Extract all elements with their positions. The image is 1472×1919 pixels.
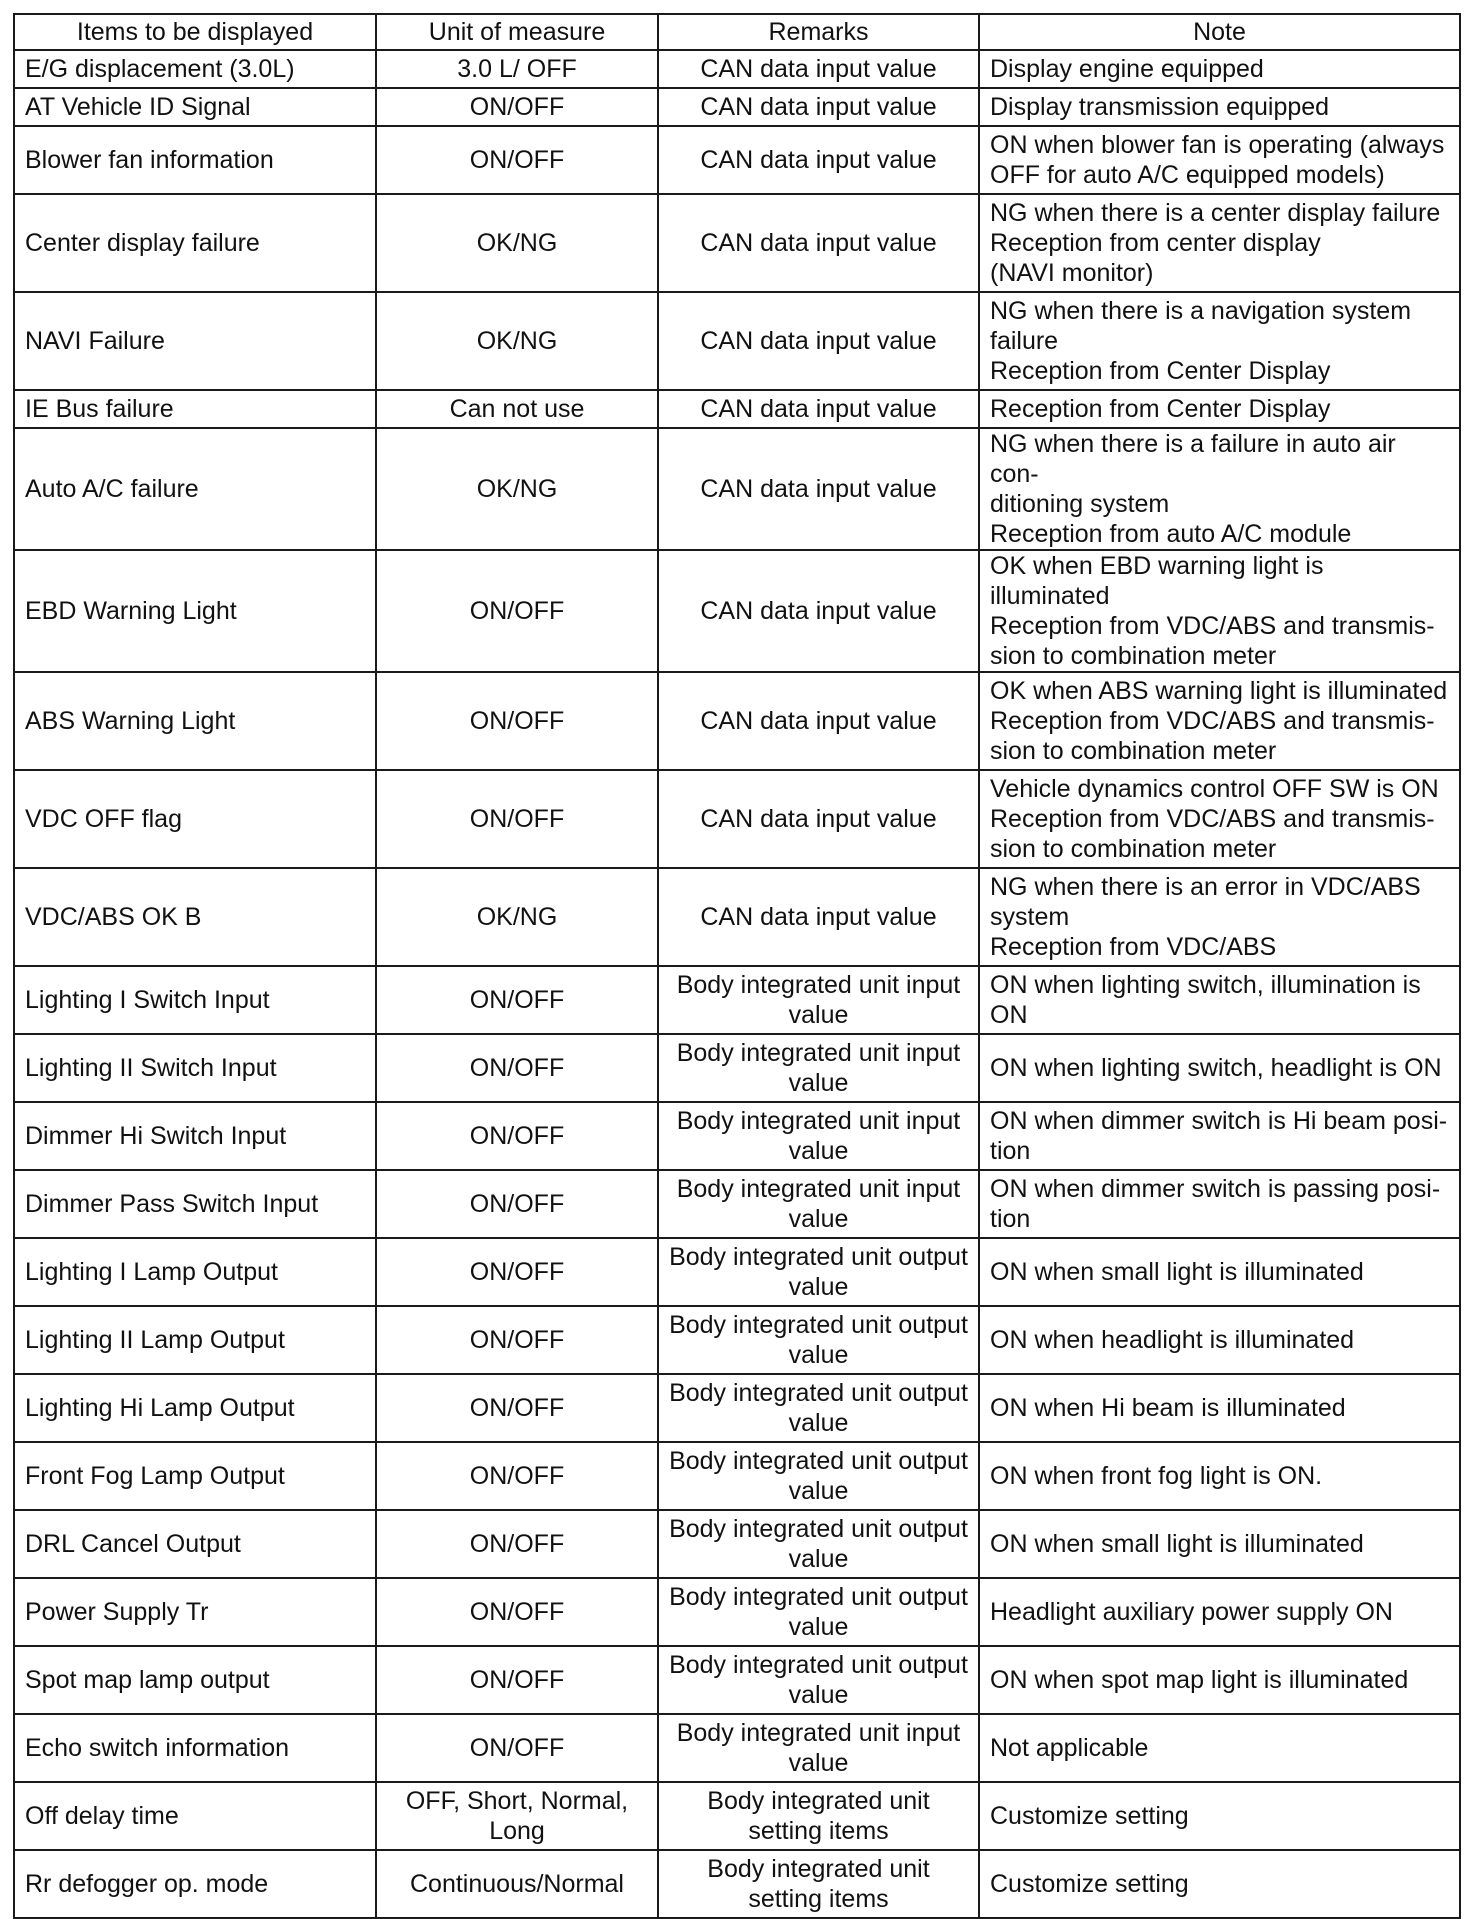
cell-item-text: Echo switch information xyxy=(25,1734,290,1762)
cell-item-text: Lighting I Lamp Output xyxy=(25,1258,278,1286)
cell-unit-text: OFF, Short, Normal, Long xyxy=(405,1787,629,1845)
cell-item xyxy=(14,672,376,770)
cell-remarks-text: CAN data input value xyxy=(700,903,937,931)
cell-item-text: Auto A/C failure xyxy=(25,475,199,503)
cell-item-text: Lighting I Switch Input xyxy=(25,986,270,1014)
cell-note-text: ON when Hi beam is illuminated xyxy=(990,1394,1346,1422)
cell-note-text: Display engine equipped xyxy=(990,55,1264,83)
cell-remarks-text: Body integrated unit setting items xyxy=(707,1787,930,1845)
table-row xyxy=(14,1238,1460,1306)
header-row xyxy=(14,14,1460,50)
cell-unit-text: ON/OFF xyxy=(469,1666,565,1694)
cell-unit xyxy=(376,1510,658,1578)
cell-item-text: EBD Warning Light xyxy=(25,597,237,625)
cell-item-text: ABS Warning Light xyxy=(25,707,236,735)
cell-note xyxy=(979,50,1460,88)
cell-unit-text: Can not use xyxy=(449,395,585,423)
cell-unit xyxy=(376,1170,658,1238)
cell-note xyxy=(979,194,1460,292)
cell-unit xyxy=(376,1306,658,1374)
cell-remarks-text: Body integrated unit output value xyxy=(669,1651,968,1709)
cell-unit xyxy=(376,390,658,428)
cell-remarks xyxy=(658,1102,979,1170)
cell-note-text: ON when lighting switch, headlight is ON xyxy=(990,1054,1442,1082)
table-row xyxy=(14,1034,1460,1102)
cell-note-text: Headlight auxiliary power supply ON xyxy=(990,1598,1393,1626)
cell-item xyxy=(14,292,376,390)
table-row xyxy=(14,1646,1460,1714)
cell-item xyxy=(14,1374,376,1442)
cell-item-text: IE Bus failure xyxy=(25,395,174,423)
cell-remarks xyxy=(658,1170,979,1238)
cell-note xyxy=(979,1374,1460,1442)
cell-note-text: NG when there is a navigation system failure Reception from Center Display xyxy=(990,297,1412,385)
cell-note xyxy=(979,1306,1460,1374)
cell-item-text: DRL Cancel Output xyxy=(25,1530,241,1558)
cell-item xyxy=(14,1782,376,1850)
cell-note-text: ON when lighting switch, illumination is ON xyxy=(990,971,1421,1029)
cell-item-text: Center display failure xyxy=(25,229,260,257)
cell-unit xyxy=(376,1442,658,1510)
cell-remarks-text: Body integrated unit output value xyxy=(669,1379,968,1437)
cell-item xyxy=(14,1578,376,1646)
cell-remarks xyxy=(658,1578,979,1646)
cell-remarks xyxy=(658,966,979,1034)
table-row xyxy=(14,672,1460,770)
cell-note xyxy=(979,1238,1460,1306)
cell-unit-text: ON/OFF xyxy=(469,986,565,1014)
cell-unit-text: ON/OFF xyxy=(469,1462,565,1490)
cell-remarks xyxy=(658,1306,979,1374)
cell-remarks xyxy=(658,770,979,868)
cell-item xyxy=(14,1306,376,1374)
cell-remarks xyxy=(658,1782,979,1850)
cell-unit xyxy=(376,292,658,390)
cell-item-text: Lighting II Lamp Output xyxy=(25,1326,285,1354)
cell-remarks-text: Body integrated unit output value xyxy=(669,1243,968,1301)
cell-remarks-text: Body integrated unit output value xyxy=(669,1311,968,1369)
cell-item xyxy=(14,50,376,88)
table-row xyxy=(14,126,1460,194)
cell-item-text: Off delay time xyxy=(25,1802,179,1830)
cell-item xyxy=(14,126,376,194)
cell-remarks-text: Body integrated unit output value xyxy=(669,1583,968,1641)
cell-remarks-text: CAN data input value xyxy=(700,327,937,355)
cell-item-text: AT Vehicle ID Signal xyxy=(25,93,251,121)
cell-remarks xyxy=(658,194,979,292)
cell-note xyxy=(979,390,1460,428)
table-row xyxy=(14,1714,1460,1782)
cell-note xyxy=(979,672,1460,770)
cell-remarks-text: Body integrated unit input value xyxy=(676,971,961,1029)
cell-note xyxy=(979,1578,1460,1646)
table-row xyxy=(14,428,1460,550)
cell-remarks-text: CAN data input value xyxy=(700,475,937,503)
cell-remarks xyxy=(658,390,979,428)
cell-note xyxy=(979,1782,1460,1850)
cell-item-text: VDC/ABS OK B xyxy=(25,903,202,931)
cell-unit xyxy=(376,126,658,194)
cell-unit xyxy=(376,1238,658,1306)
cell-note-text: OK when ABS warning light is illuminated Reception from VDC/ABS and transmis- sion to combination meter xyxy=(990,677,1448,765)
cell-note xyxy=(979,88,1460,126)
table-row xyxy=(14,88,1460,126)
cell-remarks-text: Body integrated unit input value xyxy=(676,1039,961,1097)
cell-note-text: ON when small light is illuminated xyxy=(990,1258,1364,1286)
cell-note-text: ON when blower fan is operating (always OFF for auto A/C equipped models) xyxy=(990,131,1445,189)
cell-note xyxy=(979,1850,1460,1918)
cell-remarks-text: CAN data input value xyxy=(700,229,937,257)
cell-item-text: Rr defogger op. mode xyxy=(25,1870,269,1898)
cell-unit xyxy=(376,1714,658,1782)
cell-unit-text: ON/OFF xyxy=(469,1122,565,1150)
cell-note xyxy=(979,1442,1460,1510)
cell-unit xyxy=(376,428,658,550)
cell-remarks-text: CAN data input value xyxy=(700,55,937,83)
cell-item xyxy=(14,1102,376,1170)
cell-remarks-text: CAN data input value xyxy=(700,707,937,735)
cell-item xyxy=(14,194,376,292)
cell-remarks-text: Body integrated unit output value xyxy=(669,1447,968,1505)
cell-remarks xyxy=(658,88,979,126)
cell-note-text: ON when dimmer switch is passing posi- tion xyxy=(990,1175,1441,1233)
header-unit-of-measure: Unit of measure xyxy=(376,14,658,50)
cell-remarks xyxy=(658,1034,979,1102)
cell-remarks-text: CAN data input value xyxy=(700,805,937,833)
cell-note-text: NG when there is a failure in auto air con- ditioning system Reception from auto A/C module xyxy=(990,430,1396,548)
cell-note-text: Customize setting xyxy=(990,1870,1189,1898)
cell-remarks xyxy=(658,868,979,966)
cell-item xyxy=(14,1850,376,1918)
cell-item-text: Dimmer Hi Switch Input xyxy=(25,1122,287,1150)
table-row xyxy=(14,1782,1460,1850)
table-row xyxy=(14,1578,1460,1646)
cell-remarks-text: CAN data input value xyxy=(700,395,937,423)
cell-unit-text: ON/OFF xyxy=(469,1598,565,1626)
cell-unit-text: ON/OFF xyxy=(469,1326,565,1354)
cell-item-text: VDC OFF flag xyxy=(25,805,182,833)
table-row xyxy=(14,390,1460,428)
table-row xyxy=(14,1102,1460,1170)
cell-item xyxy=(14,1442,376,1510)
cell-item xyxy=(14,770,376,868)
cell-note xyxy=(979,1102,1460,1170)
cell-item-text: Blower fan information xyxy=(25,146,274,174)
cell-remarks xyxy=(658,292,979,390)
cell-item xyxy=(14,428,376,550)
cell-item-text: Power Supply Tr xyxy=(25,1598,209,1626)
cell-remarks xyxy=(658,428,979,550)
cell-unit-text: ON/OFF xyxy=(469,1394,565,1422)
cell-unit xyxy=(376,1034,658,1102)
cell-unit xyxy=(376,88,658,126)
cell-unit xyxy=(376,868,658,966)
cell-note xyxy=(979,126,1460,194)
cell-unit xyxy=(376,50,658,88)
cell-item xyxy=(14,1238,376,1306)
cell-unit-text: OK/NG xyxy=(476,475,558,503)
cell-item xyxy=(14,1034,376,1102)
cell-remarks xyxy=(658,1850,979,1918)
cell-note xyxy=(979,1034,1460,1102)
cell-remarks-text: Body integrated unit input value xyxy=(676,1107,961,1165)
cell-note xyxy=(979,868,1460,966)
cell-item xyxy=(14,390,376,428)
cell-item-text: Dimmer Pass Switch Input xyxy=(25,1190,319,1218)
cell-remarks xyxy=(658,50,979,88)
cell-note-text: ON when dimmer switch is Hi beam posi- tion xyxy=(990,1107,1448,1165)
cell-unit xyxy=(376,1374,658,1442)
cell-item xyxy=(14,868,376,966)
header-note: Note xyxy=(979,14,1460,50)
cell-note-text: ON when small light is illuminated xyxy=(990,1530,1364,1558)
cell-remarks xyxy=(658,1374,979,1442)
cell-note xyxy=(979,1170,1460,1238)
table-row xyxy=(14,194,1460,292)
cell-remarks-text: Body integrated unit input value xyxy=(676,1175,961,1233)
cell-unit-text: ON/OFF xyxy=(469,1530,565,1558)
cell-unit xyxy=(376,1646,658,1714)
cell-item-text: Lighting II Switch Input xyxy=(25,1054,277,1082)
table-row xyxy=(14,1170,1460,1238)
cell-unit xyxy=(376,1578,658,1646)
cell-item-text: Lighting Hi Lamp Output xyxy=(25,1394,295,1422)
cell-remarks xyxy=(658,672,979,770)
cell-remarks xyxy=(658,1646,979,1714)
cell-unit-text: ON/OFF xyxy=(469,597,565,625)
cell-unit xyxy=(376,1782,658,1850)
cell-item xyxy=(14,1646,376,1714)
cell-remarks xyxy=(658,1238,979,1306)
cell-note xyxy=(979,292,1460,390)
cell-unit-text: Continuous/Normal xyxy=(410,1870,624,1898)
table-row xyxy=(14,1306,1460,1374)
table-row xyxy=(14,770,1460,868)
cell-unit-text: OK/NG xyxy=(476,229,558,257)
cell-note-text: OK when EBD warning light is illuminated Reception from VDC/ABS and transmis- sion to combination meter xyxy=(990,552,1435,670)
cell-item-text: Spot map lamp output xyxy=(25,1666,270,1694)
cell-unit-text: ON/OFF xyxy=(469,1258,565,1286)
cell-note-text: Customize setting xyxy=(990,1802,1189,1830)
cell-note-text: ON when spot map light is illuminated xyxy=(990,1666,1409,1694)
table-row xyxy=(14,292,1460,390)
cell-note-text: Not applicable xyxy=(990,1734,1149,1762)
cell-remarks-text: Body integrated unit input value xyxy=(676,1719,961,1777)
table-row xyxy=(14,1510,1460,1578)
data-monitor-table xyxy=(13,13,1461,1919)
cell-remarks xyxy=(658,126,979,194)
cell-note-text: Display transmission equipped xyxy=(990,93,1330,121)
cell-item xyxy=(14,1714,376,1782)
cell-item xyxy=(14,550,376,672)
table-body xyxy=(14,50,1460,1918)
table-row xyxy=(14,50,1460,88)
cell-remarks xyxy=(658,550,979,672)
cell-item-text: NAVI Failure xyxy=(25,327,165,355)
table-row xyxy=(14,966,1460,1034)
cell-remarks xyxy=(658,1442,979,1510)
cell-note-text: NG when there is a center display failure Reception from center display (NAVI monitor) xyxy=(990,199,1441,287)
cell-remarks xyxy=(658,1510,979,1578)
cell-note xyxy=(979,1646,1460,1714)
cell-note xyxy=(979,1510,1460,1578)
cell-item-text: E/G displacement (3.0L) xyxy=(25,55,295,83)
cell-unit xyxy=(376,770,658,868)
table-row xyxy=(14,550,1460,672)
cell-unit-text: ON/OFF xyxy=(469,1054,565,1082)
cell-unit-text: ON/OFF xyxy=(469,805,565,833)
cell-unit-text: ON/OFF xyxy=(469,93,565,121)
table-row xyxy=(14,1850,1460,1918)
cell-item xyxy=(14,1510,376,1578)
cell-unit xyxy=(376,194,658,292)
cell-note xyxy=(979,966,1460,1034)
cell-unit-text: ON/OFF xyxy=(469,146,565,174)
cell-remarks-text: Body integrated unit setting items xyxy=(707,1855,930,1913)
table-row xyxy=(14,868,1460,966)
table-row xyxy=(14,1442,1460,1510)
cell-item xyxy=(14,1170,376,1238)
cell-note xyxy=(979,770,1460,868)
cell-note-text: ON when headlight is illuminated xyxy=(990,1326,1355,1354)
cell-note-text: ON when front fog light is ON. xyxy=(990,1462,1323,1490)
cell-unit-text: ON/OFF xyxy=(469,1190,565,1218)
cell-note-text: Vehicle dynamics control OFF SW is ON Reception from VDC/ABS and transmis- sion to combination meter xyxy=(990,775,1439,863)
cell-note xyxy=(979,550,1460,672)
cell-remarks-text: CAN data input value xyxy=(700,146,937,174)
cell-item xyxy=(14,966,376,1034)
cell-item-text: Front Fog Lamp Output xyxy=(25,1462,285,1490)
cell-remarks-text: Body integrated unit output value xyxy=(669,1515,968,1573)
cell-note xyxy=(979,428,1460,550)
cell-unit-text: ON/OFF xyxy=(469,707,565,735)
cell-unit-text: OK/NG xyxy=(476,903,558,931)
cell-remarks xyxy=(658,1714,979,1782)
cell-unit xyxy=(376,672,658,770)
table-header xyxy=(14,14,1460,50)
cell-unit xyxy=(376,1102,658,1170)
cell-unit-text: ON/OFF xyxy=(469,1734,565,1762)
cell-unit xyxy=(376,966,658,1034)
cell-unit xyxy=(376,1850,658,1918)
cell-item xyxy=(14,88,376,126)
cell-note-text: NG when there is an error in VDC/ABS system Reception from VDC/ABS xyxy=(990,873,1421,961)
cell-remarks-text: CAN data input value xyxy=(700,597,937,625)
cell-unit-text: OK/NG xyxy=(476,327,558,355)
table-row xyxy=(14,1374,1460,1442)
header-items-to-be-displayed: Items to be displayed xyxy=(14,14,376,50)
header-remarks: Remarks xyxy=(658,14,979,50)
cell-unit-text: 3.0 L/ OFF xyxy=(457,55,577,83)
cell-unit xyxy=(376,550,658,672)
cell-remarks-text: CAN data input value xyxy=(700,93,937,121)
cell-note xyxy=(979,1714,1460,1782)
cell-note-text: Reception from Center Display xyxy=(990,395,1331,423)
